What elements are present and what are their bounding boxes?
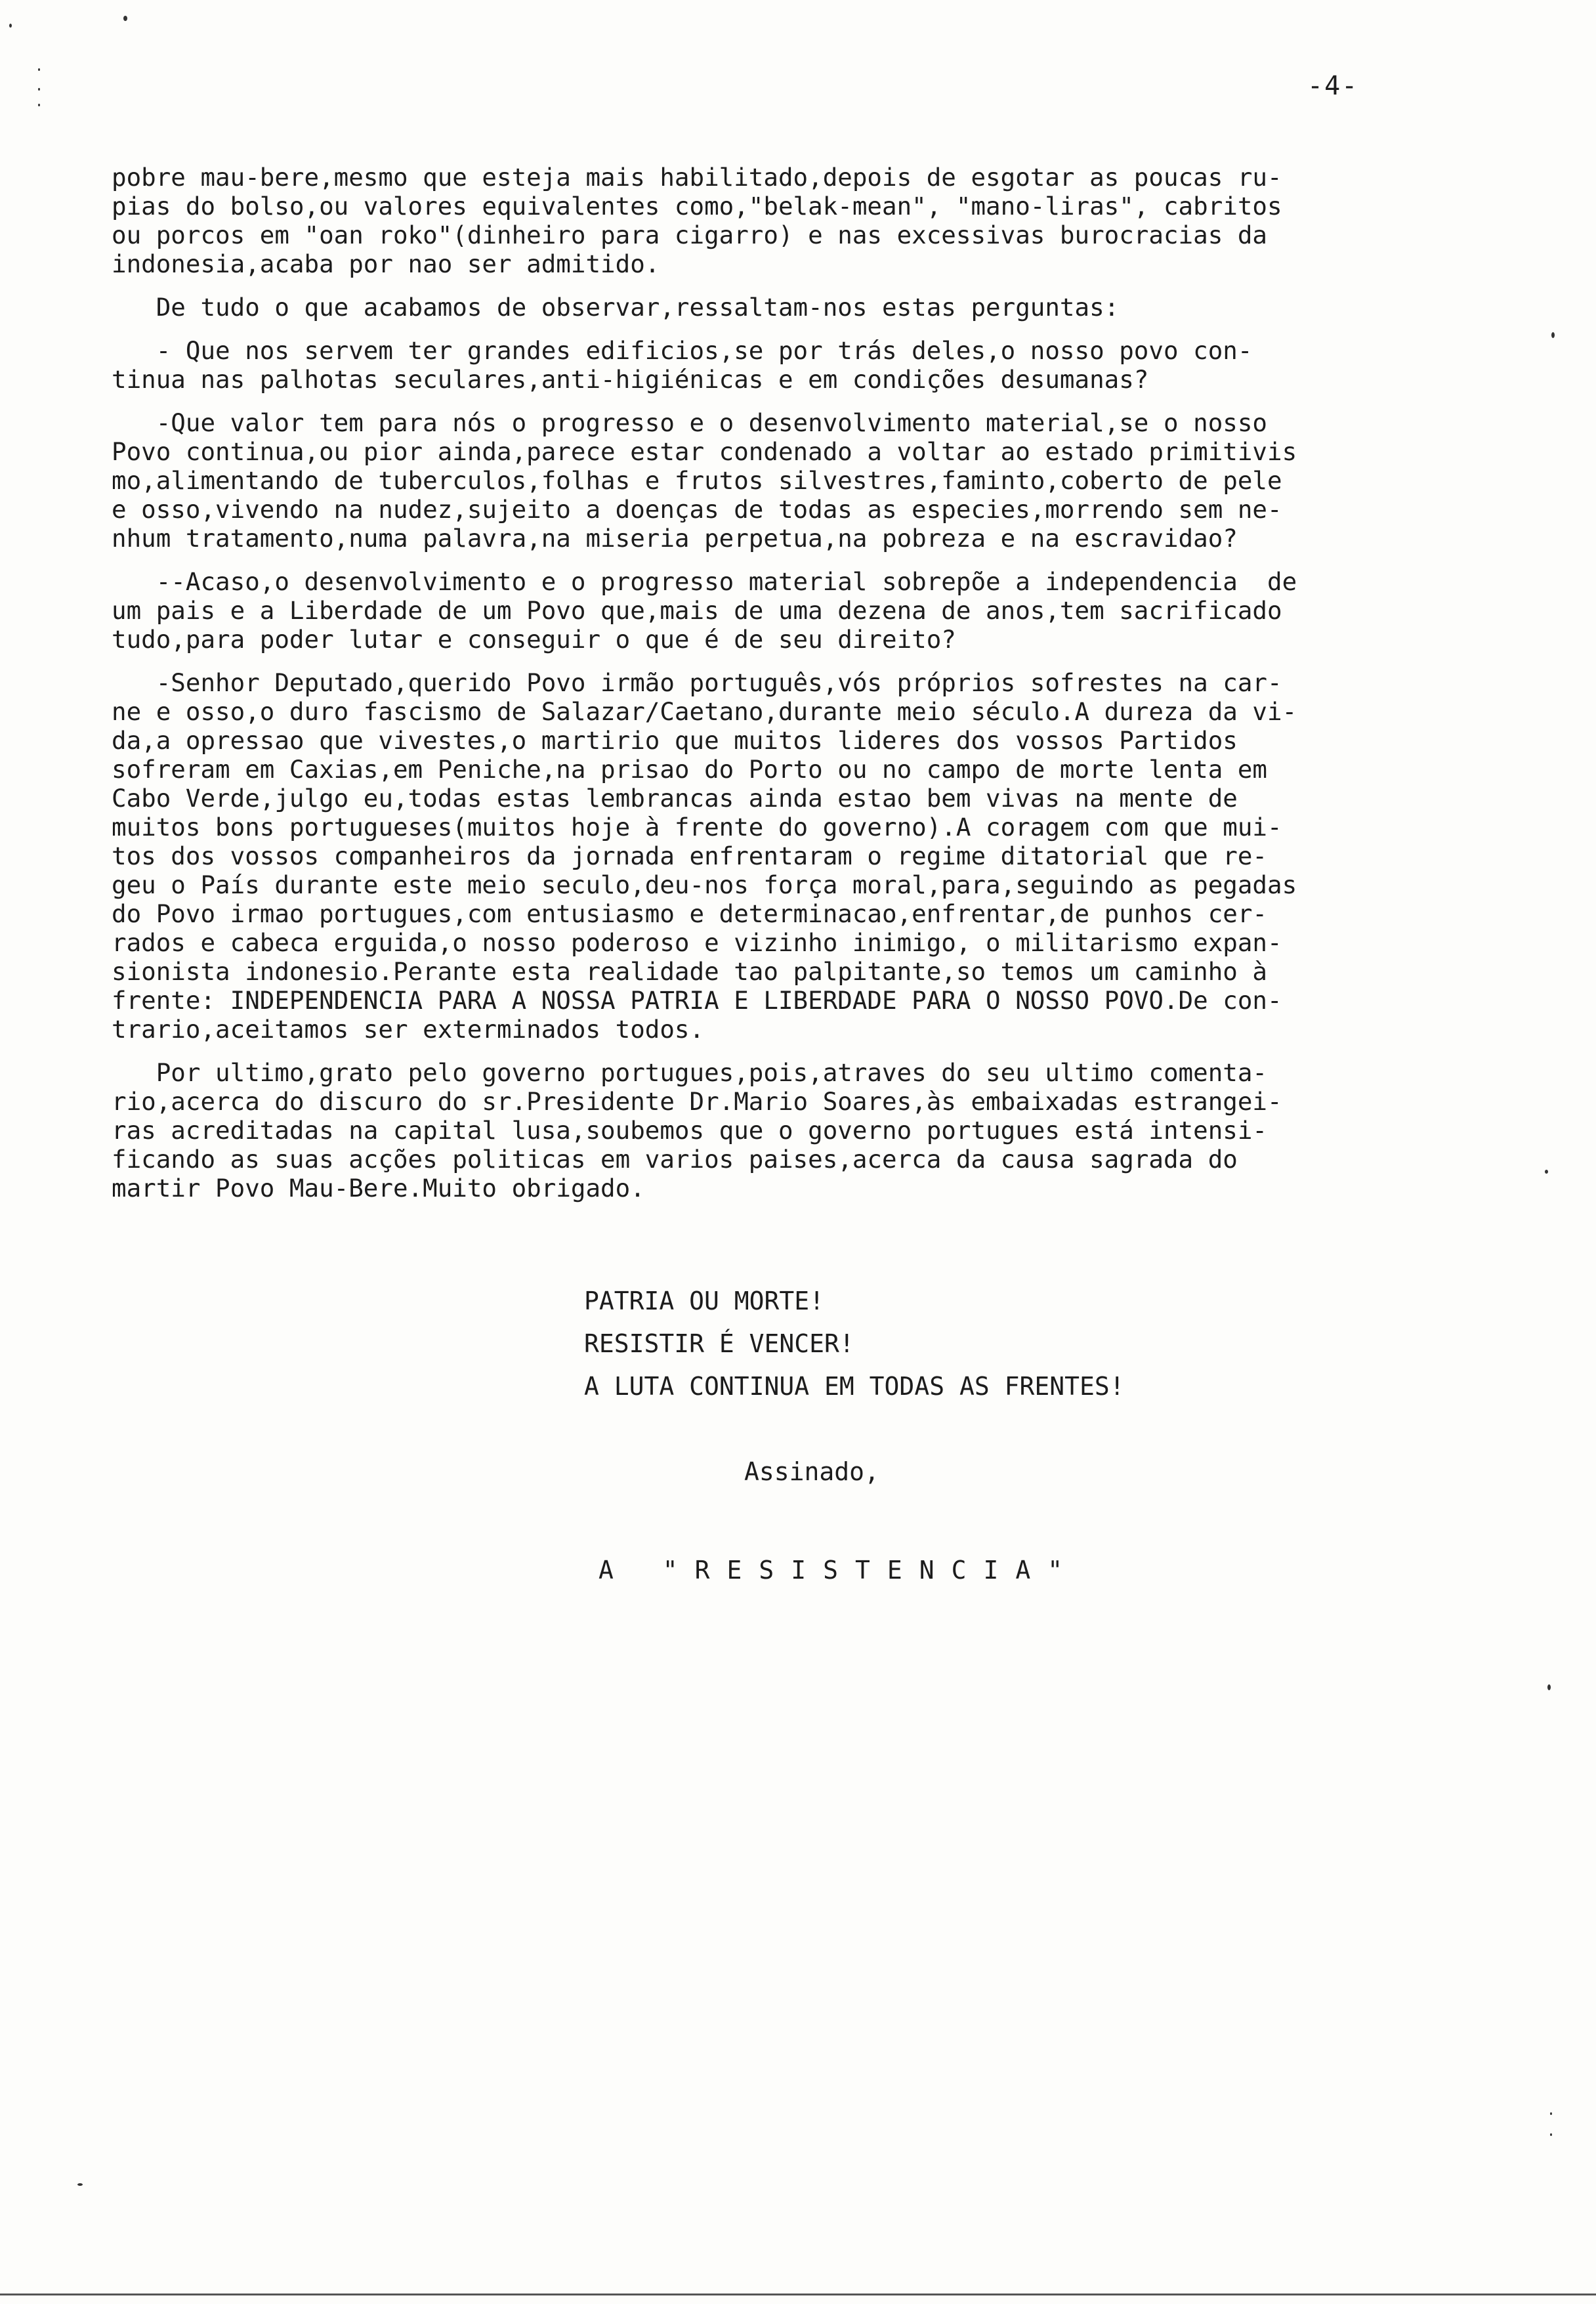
text-line: nhum tratamento,numa palavra,na miseria perpetua,na pobreza e na escravidao? xyxy=(112,524,1238,553)
page-bottom-rule xyxy=(0,2293,1596,2295)
text-line: -Que valor tem para nós o progresso e o desenvolvimento material,se o nosso xyxy=(112,408,1267,437)
paragraph xyxy=(112,293,1516,322)
text-line: ras acreditadas na capital lusa,soubemos que o governo portugues está intensi- xyxy=(112,1116,1267,1145)
scan-speck xyxy=(38,88,40,91)
text-line: tos dos vossos companheiros da jornada enfrentaram o regime ditatorial que re- xyxy=(112,842,1267,870)
text-line: e osso,vivendo na nudez,sujeito a doenças de todas as especies,morrendo sem ne- xyxy=(112,495,1282,524)
paragraph xyxy=(112,1058,1516,1203)
closing-slogans xyxy=(584,1280,1125,1408)
text-line: ou porcos em "oan roko"(dinheiro para cigarro) e nas excessivas burocracias da xyxy=(112,221,1267,249)
text-line: do Povo irmao portugues,com entusiasmo e determinacao,enfrentar,de punhos cer- xyxy=(112,899,1267,928)
text-line: sionista indonesio.Perante esta realidade tao palpitante,so temos um caminho à xyxy=(112,957,1267,986)
paragraph xyxy=(112,408,1516,553)
scan-speck xyxy=(1550,2133,1552,2136)
text-line: pobre mau-bere,mesmo que esteja mais habilitado,depois de esgotar as poucas ru- xyxy=(112,163,1282,192)
text-line: geu o País durante este meio seculo,deu-nos força moral,para,seguindo as pegadas xyxy=(112,870,1297,899)
scan-speck xyxy=(38,104,40,106)
signed-label: Assinado, xyxy=(744,1457,879,1486)
text-line: mo,alimentando de tuberculos,folhas e frutos silvestres,faminto,coberto de pele xyxy=(112,466,1282,495)
text-line: frente: INDEPENDENCIA PARA A NOSSA PATRIA E LIBERDADE PARA O NOSSO POVO.De con- xyxy=(112,986,1282,1015)
scan-speck xyxy=(9,24,12,28)
text-line: rados e cabeca erguida,o nosso poderoso e vizinho inimigo, o militarismo expan- xyxy=(112,928,1282,957)
scan-speck xyxy=(1545,1170,1548,1174)
scan-speck xyxy=(123,16,127,21)
text-line: rio,acerca do discuro do sr.Presidente Dr.Mario Soares,às embaixadas estrangei- xyxy=(112,1087,1282,1116)
text-line: tudo,para poder lutar e conseguir o que é de seu direito? xyxy=(112,625,956,654)
text-line: sofreram em Caxias,em Peniche,na prisao do Porto ou no campo de morte lenta em xyxy=(112,755,1267,784)
slogan-line: A LUTA CONTINUA EM TODAS AS FRENTES! xyxy=(584,1372,1125,1401)
text-line: da,a opressao que vivestes,o martirio que muitos lideres dos vossos Partidos xyxy=(112,726,1238,755)
page-number: -4- xyxy=(1307,71,1359,101)
paragraph xyxy=(112,567,1516,654)
text-line: Por ultimo,grato pelo governo portugues,pois,atraves do seu ultimo comenta- xyxy=(112,1058,1267,1087)
signature: A "RESISTENCIA" xyxy=(598,1556,1080,1585)
text-line: --Acaso,o desenvolvimento e o progresso material sobrepõe a independencia de xyxy=(112,567,1297,596)
text-line: indonesia,acaba por nao ser admitido. xyxy=(112,249,660,278)
scan-speck xyxy=(77,2183,83,2186)
text-line: pias do bolso,ou valores equivalentes como,"belak-mean", "mano-liras", cabritos xyxy=(112,192,1282,221)
text-line: De tudo o que acabamos de observar,ressaltam-nos estas perguntas: xyxy=(112,293,1120,322)
text-line: um pais e a Liberdade de um Povo que,mais de uma dezena de anos,tem sacrificado xyxy=(112,596,1282,625)
text-line: martir Povo Mau-Bere.Muito obrigado. xyxy=(112,1174,645,1203)
text-line: tinua nas palhotas seculares,anti-higiénicas e em condições desumanas? xyxy=(112,365,1149,394)
text-line: Cabo Verde,julgo eu,todas estas lembrancas ainda estao bem vivas na mente de xyxy=(112,784,1238,813)
text-line: Povo continua,ou pior ainda,parece estar condenado a voltar ao estado primitivis xyxy=(112,437,1297,466)
text-line: -Senhor Deputado,querido Povo irmão português,vós próprios sofrestes na car- xyxy=(112,668,1282,697)
text-line: trario,aceitamos ser exterminados todos. xyxy=(112,1015,705,1044)
text-line: ficando as suas acções politicas em varios paises,acerca da causa sagrada do xyxy=(112,1145,1238,1174)
text-line: ne e osso,o duro fascismo de Salazar/Caetano,durante meio século.A dureza da vi- xyxy=(112,697,1297,726)
slogan-line: RESISTIR É VENCER! xyxy=(584,1329,854,1358)
text-line: muitos bons portugueses(muitos hoje à frente do governo).A coragem com que mui- xyxy=(112,813,1282,842)
slogan-line: PATRIA OU MORTE! xyxy=(584,1287,825,1315)
scan-speck xyxy=(1550,2112,1552,2115)
scan-speck xyxy=(38,68,40,71)
paragraph xyxy=(112,336,1516,394)
scan-speck xyxy=(1547,1684,1551,1690)
paragraph xyxy=(112,668,1516,1044)
text-line: - Que nos servem ter grandes edificios,se por trás deles,o nosso povo con- xyxy=(112,336,1253,365)
scan-speck xyxy=(1551,332,1555,338)
letter-body xyxy=(112,163,1516,1217)
paragraph xyxy=(112,163,1516,278)
